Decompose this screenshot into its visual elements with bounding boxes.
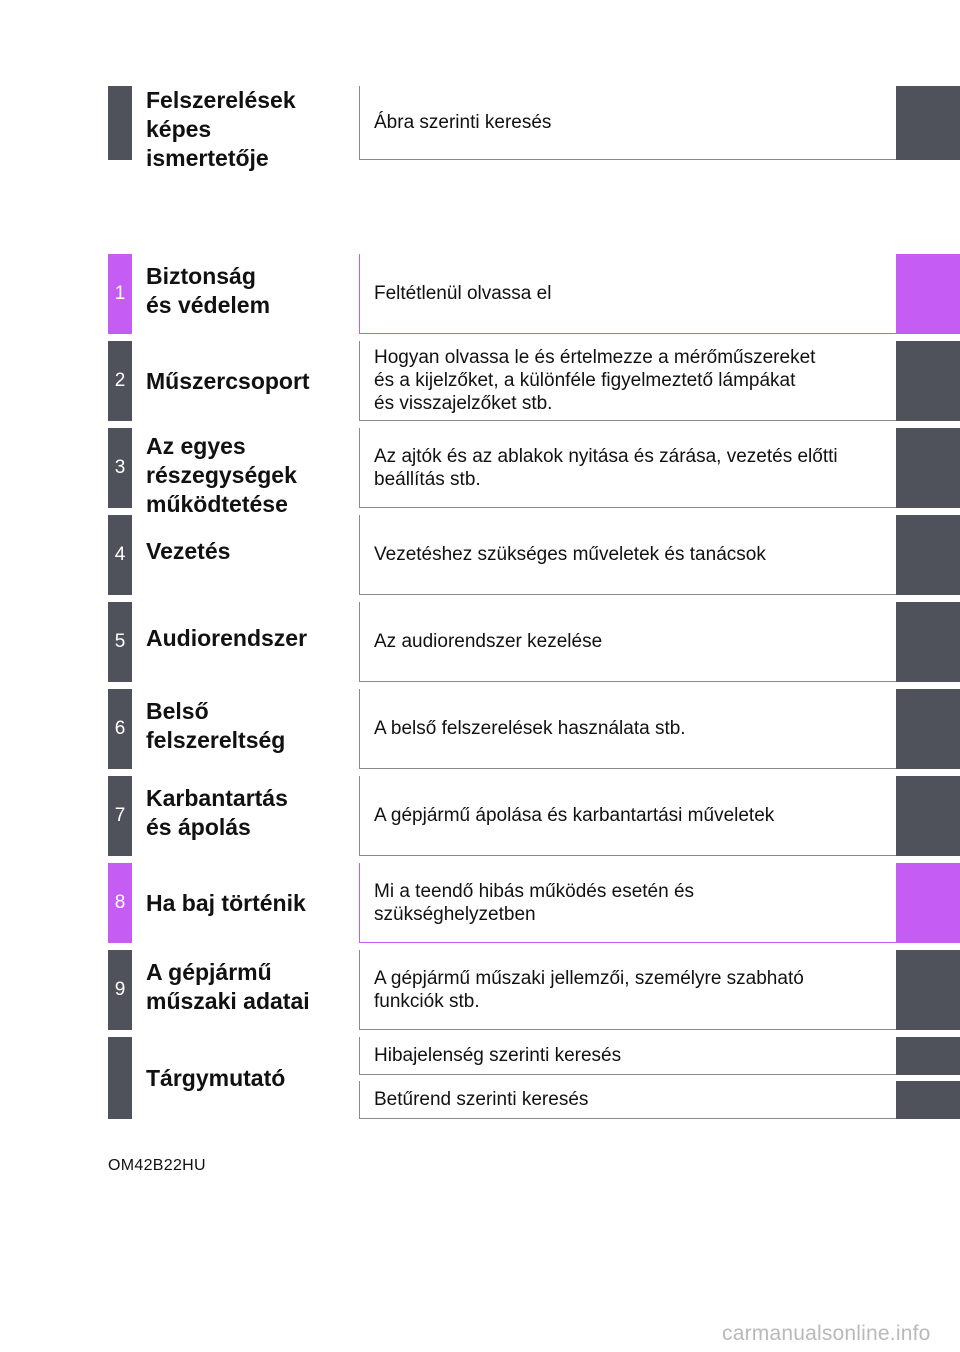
- section-number: 1: [108, 254, 132, 334]
- header-tab: [108, 86, 132, 160]
- section-number: 8: [108, 863, 132, 943]
- index-row[interactable]: [108, 1037, 960, 1119]
- header-edge-tab[interactable]: [896, 86, 960, 160]
- section-title: Audiorendszer: [146, 625, 308, 651]
- section-number: 6: [108, 689, 132, 769]
- section-edge-tab[interactable]: [896, 254, 960, 334]
- section-desc: Az ajtók és az ablakok nyitása és zárása, vezetés előtti beállítás stb.: [359, 428, 896, 508]
- section-edge-tab[interactable]: [896, 515, 960, 595]
- section-desc: Mi a teendő hibás működés esetén és szükséghelyzetben: [359, 863, 896, 943]
- watermark: carmanualsonline.info: [722, 1322, 931, 1345]
- section-number: 3: [108, 428, 132, 508]
- section-title: Ha baj történik: [146, 889, 306, 916]
- section-edge-tab[interactable]: [896, 689, 960, 769]
- section-edge-tab[interactable]: [896, 341, 960, 421]
- section-desc: Vezetéshez szükséges műveletek és tanácsok: [359, 515, 896, 595]
- section-desc: A gépjármű műszaki jellemzői, személyre szabható funkciók stb.: [359, 950, 896, 1030]
- section-5-row[interactable]: [108, 602, 960, 682]
- section-desc: A gépjármű ápolása és karbantartási műveletek: [359, 776, 896, 856]
- index-tab: [108, 1037, 132, 1119]
- section-8-row[interactable]: [108, 863, 960, 943]
- manual-code: OM42B22HU: [108, 1157, 206, 1174]
- section-edge-tab[interactable]: [896, 863, 960, 943]
- section-6-row[interactable]: [108, 689, 960, 769]
- section-title: A gépjármű műszaki adatai: [146, 959, 310, 1014]
- section-title: Az egyes részegységek működtetése: [146, 433, 297, 517]
- section-edge-tab[interactable]: [896, 602, 960, 682]
- index-edge-tab-symptom[interactable]: [896, 1037, 960, 1075]
- section-2-row[interactable]: [108, 341, 960, 421]
- section-title: Biztonság és védelem: [146, 263, 271, 318]
- section-4-row[interactable]: [108, 515, 960, 595]
- section-title: Vezetés: [146, 538, 231, 564]
- header-row: [108, 86, 960, 171]
- section-desc: A belső felszerelések használata stb.: [359, 689, 896, 769]
- section-number: 5: [108, 602, 132, 682]
- section-number: 7: [108, 776, 132, 856]
- section-9-row[interactable]: [108, 950, 960, 1030]
- section-desc: Az audiorendszer kezelése: [359, 602, 896, 682]
- section-title: Karbantartás és ápolás: [146, 785, 288, 840]
- section-number: 9: [108, 950, 132, 1030]
- section-7-row[interactable]: [108, 776, 960, 856]
- section-desc: Hogyan olvassa le és értelmezze a mérőműszereket és a kijelzőket, a különféle figyelmeztető lámpákat és visszajelzőket stb.: [359, 341, 896, 421]
- header-title: Felszerelések képes ismertetője: [146, 87, 296, 171]
- index-title: Tárgymutató: [146, 1064, 286, 1091]
- section-edge-tab[interactable]: [896, 428, 960, 508]
- section-desc: Feltétlenül olvassa el: [359, 254, 896, 334]
- section-number: 4: [108, 515, 132, 595]
- section-title: Műszercsoport: [146, 367, 310, 394]
- index-desc-symptom[interactable]: Hibajelenség szerinti keresés: [359, 1037, 896, 1075]
- section-title: Belső felszereltség: [146, 698, 286, 753]
- section-number: 2: [108, 341, 132, 421]
- section-edge-tab[interactable]: [896, 776, 960, 856]
- index-desc-alphabetical[interactable]: Betűrend szerinti keresés: [359, 1081, 896, 1119]
- header-desc[interactable]: Ábra szerinti keresés: [359, 86, 896, 160]
- section-1-row[interactable]: [108, 254, 960, 334]
- section-3-row[interactable]: [108, 428, 960, 517]
- index-edge-tab-alphabetical[interactable]: [896, 1081, 960, 1119]
- section-edge-tab[interactable]: [896, 950, 960, 1030]
